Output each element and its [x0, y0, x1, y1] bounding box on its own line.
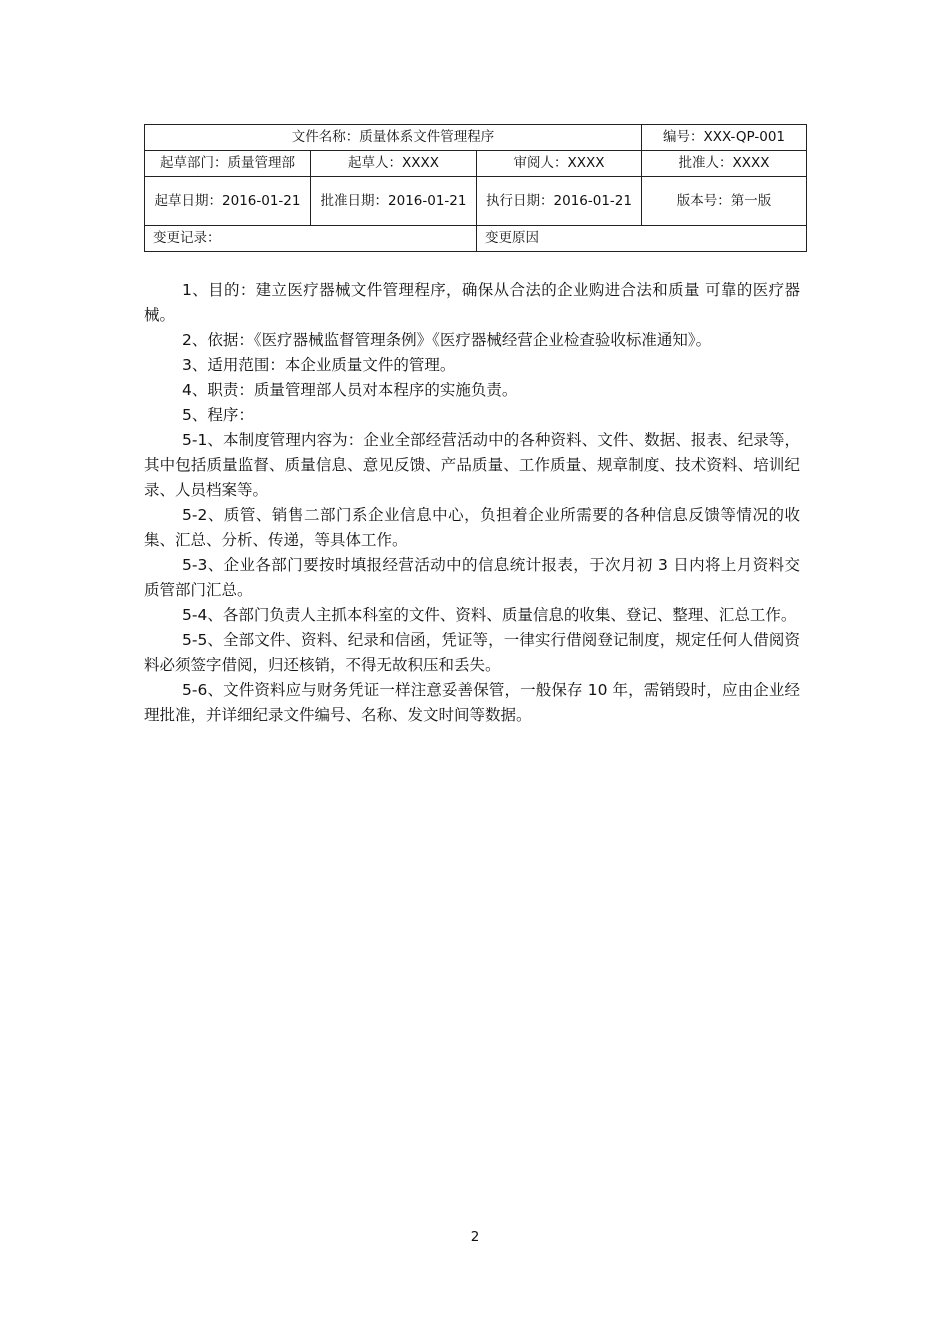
header-row-people: [145, 151, 807, 177]
paragraph-5-1: 5-1、本制度管理内容为：企业全部经营活动中的各种资料、文件、数据、报表、纪录等，其中包括质量监督、质量信息、意见反馈、产品质量、工作质量、规章制度、技术资料、培训纪录、人员档案等。: [144, 431, 800, 499]
header-row-dates: [145, 177, 807, 226]
paragraph-duties: 4、职责：质量管理部人员对本程序的实施负责。: [182, 381, 518, 399]
approver-cell: 批准人：XXXX: [642, 151, 807, 177]
header-row-changes: [145, 226, 807, 252]
drafter-cell: 起草人：XXXX: [311, 151, 477, 177]
version-cell: 版本号：第一版: [642, 177, 807, 226]
paragraph-5-4: 5-4、各部门负责人主抓本科室的文件、资料、质量信息的收集、登记、整理、汇总工作。: [182, 606, 797, 624]
page-number: 2: [470, 1229, 480, 1245]
paragraph-basis: 2、依据：《医疗器械监督管理条例》《医疗器械经营企业检查验收标准通知》。: [182, 331, 712, 349]
paragraph-5-3: 5-3、企业各部门要按时填报经营活动中的信息统计报表，于次月初 3 日内将上月资料交质管部门汇总。: [144, 556, 800, 599]
paragraph-procedure: 5、程序：: [182, 406, 254, 424]
approve-date-cell: 批准日期：2016-01-21: [311, 177, 477, 226]
draft-dept-cell: 起草部门：质量管理部: [145, 151, 311, 177]
doc-number-cell: 编号：XXX-QP-001: [642, 125, 807, 151]
document-header-table: [144, 124, 807, 252]
paragraph-5-2: 5-2、质管、销售二部门系企业信息中心，负担着企业所需要的各种信息反馈等情况的收集、汇总、分析、传递，等具体工作。: [144, 506, 800, 549]
paragraph-purpose: 1、目的：建立医疗器械文件管理程序，确保从合法的企业购进合法和质量 可靠的医疗器械。: [144, 281, 800, 324]
header-row-title: [145, 125, 807, 151]
document-body: [144, 278, 800, 728]
change-record-cell: 变更记录：: [145, 226, 477, 252]
draft-date-cell: 起草日期：2016-01-21: [145, 177, 311, 226]
change-reason-cell: 变更原因: [477, 226, 807, 252]
paragraph-5-5: 5-5、全部文件、资料、纪录和信函，凭证等，一律实行借阅登记制度，规定任何人借阅资料必须签字借阅，归还核销，不得无故积压和丢失。: [144, 631, 800, 674]
paragraph-5-6: 5-6、文件资料应与财务凭证一样注意妥善保管，一般保存 10 年，需销毁时，应由企业经理批准，并详细纪录文件编号、名称、发文时间等数据。: [144, 681, 800, 724]
file-name-cell: 文件名称：质量体系文件管理程序: [145, 125, 642, 151]
exec-date-cell: 执行日期：2016-01-21: [477, 177, 642, 226]
paragraph-scope: 3、适用范围：本企业质量文件的管理。: [182, 356, 456, 374]
reviewer-cell: 审阅人：XXXX: [477, 151, 642, 177]
